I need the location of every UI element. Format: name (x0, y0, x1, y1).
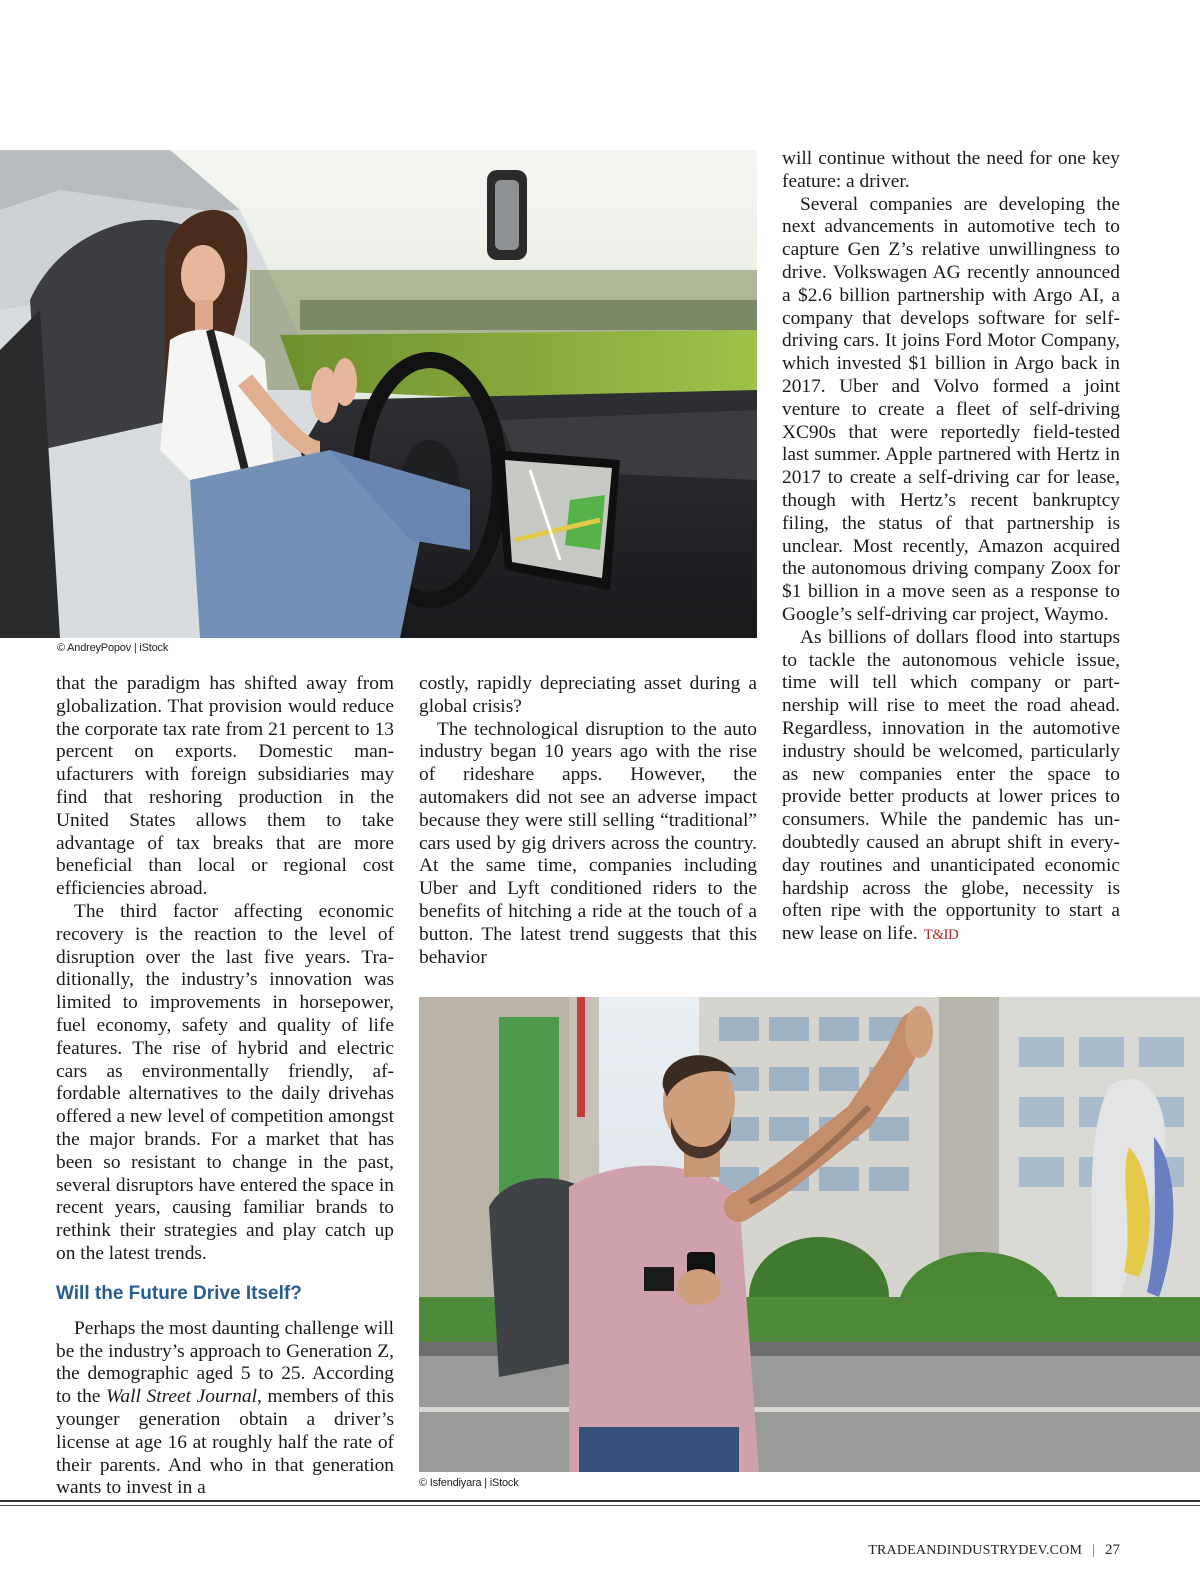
page-number: 27 (1105, 1542, 1120, 1558)
article-column-right (782, 148, 1120, 947)
photo-self-driving-car (0, 150, 757, 638)
photo-man-hailing-ride (419, 997, 1200, 1472)
article-column-middle (419, 673, 757, 969)
paragraph: that the paradigm has shifted away from globalization. That provision would reduce the corporate tax rate from 21 percent to 13 percent on exports. Domestic manufacturers with foreign subsidiaries may find that reshoring production in the United States allows them to take advantage of tax breaks that are more beneficial than local or regional cost efficiencies abroad. (56, 673, 394, 900)
paragraph: will continue without the need for one key feature: a driver. (782, 148, 1120, 192)
paragraph: costly, rapidly depreciating asset during a global crisis? (419, 673, 757, 717)
footer-rule (0, 1500, 1200, 1502)
paragraph: The technological disruption to the auto industry began 10 years ago with the rise of rideshare apps. However, the automakers did not see an adverse impact because they were still selling “traditional” cars used by gig drivers across the country. At the same time, companies including Uber and Lyft conditioned riders to the benefits of hitching a ride at the touch of a button. The latest trend suggests that this behavior (419, 718, 757, 968)
footer-rule-thin (0, 1505, 1200, 1506)
footer-site-url: TRADEANDINDUSTRYDEV.COM (868, 1543, 1083, 1558)
page-footer (868, 1542, 1120, 1559)
article-column-left (56, 673, 394, 1500)
photo-credit-top: © AndreyPopov | iStock (57, 642, 169, 654)
footer-separator: | (1092, 1543, 1095, 1558)
paragraph: The third factor affecting economic recovery is the reaction to the level of disruption over the last five years. Traditionally, the industry’s innovation was limited to improvements in horsepower, fuel economy, safety and quality of life features. The rise of hybrid and electric cars as environmentally friendly, affordable alternatives to the daily drivehas offered a new level of competition amongst the major brands. For a market that has been so resistant to change in the past, several disruptors have entered the space in recent years, causing familiar brands to rethink their strategies and play catch up on the latest trends. (56, 900, 394, 1264)
paragraph: Several companies are developing the next advancements in automotive tech to capture Gen Z’s relative unwillingness to drive. Volkswagen AG recently announced a $2.6 billion partnership with Argo AI, a company that develops software for self-driving cars. It joins Ford Motor Company, which invested $1 billion in Argo back in 2017. Uber and Volvo formed a joint venture to create a fleet of self-driving XC90s that were reportedly field-tested last summer. Apple partnered with Hertz in 2017 to create a self-driving car for lease, though with Hertz’s recent bankruptcy filing, the status of that partnership is unclear. Most recently, Amazon acquired the autonomous driving company Zoox for $1 billion in a move seen as a response to Google’s self-driving car project, Waymo. (782, 193, 1120, 625)
photo-credit-bottom: © Isfendiyara | iStock (419, 1477, 519, 1489)
end-mark: T&ID (923, 927, 959, 944)
paragraph: As billions of dollars flood into startups to tackle the autonomous vehicle issue, time will tell which company or partnership will rise to meet the road ahead. Regardless, innovation in the automotive industry should be welcomed, particularly as new companies enter the space to provide better products at lower prices to consumers. While the pandemic has undoubtedly caused an abrupt shift in everyday routines and unanticipated economic hardship across the globe, necessity is often ripe with the opportunity to start a new lease on life. T&ID (782, 626, 1120, 945)
section-heading: Will the Future Drive Itself? (56, 1282, 302, 1304)
paragraph: Perhaps the most daunting challenge will be the industry’s approach to Generation Z, the demographic aged 5 to 25. According to the Wall Street Journal, members of this younger generation obtain a driver’s license at age 16 at roughly half the rate of their parents. And who in that generation wants to invest in a (56, 1317, 395, 1499)
